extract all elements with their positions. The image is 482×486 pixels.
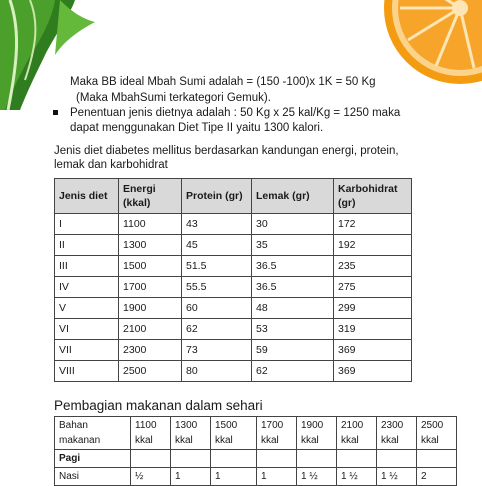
portion-cell: 1 xyxy=(211,468,257,486)
cell-karbohidrat: 275 xyxy=(334,277,412,298)
portion-cell: 2 xyxy=(417,468,457,486)
col-kkal: 1500 kkal xyxy=(211,417,257,450)
cell-lemak: 36.5 xyxy=(252,256,334,277)
cell-protein: 62 xyxy=(182,319,252,340)
cell-jenis: VI xyxy=(55,319,119,340)
empty-cell xyxy=(417,450,457,468)
col-karbohidrat: Karbohidrat (gr) xyxy=(334,179,412,214)
table-row xyxy=(55,235,412,256)
cell-lemak: 48 xyxy=(252,298,334,319)
empty-cell xyxy=(297,450,337,468)
col-kkal: 2500 kkal xyxy=(417,417,457,450)
cell-protein: 51.5 xyxy=(182,256,252,277)
col-jenis-diet: Jenis diet xyxy=(55,179,119,214)
diet-type-line: Penentuan jenis dietnya adalah : 50 Kg x 25 kal/Kg = 1250 maka xyxy=(70,107,401,119)
cell-protein: 43 xyxy=(182,214,252,235)
table-row xyxy=(55,298,412,319)
food-name: Nasi xyxy=(55,468,131,486)
col-kkal: 1700 kkal xyxy=(257,417,297,450)
cell-lemak: 35 xyxy=(252,235,334,256)
cell-jenis: VIII xyxy=(55,361,119,382)
cell-lemak: 36.5 xyxy=(252,277,334,298)
portion-cell: 1 xyxy=(257,468,297,486)
empty-cell xyxy=(171,450,211,468)
meal-header-row xyxy=(55,417,457,450)
table-row xyxy=(55,277,412,298)
table-row xyxy=(55,214,412,235)
empty-cell xyxy=(211,450,257,468)
cell-jenis: III xyxy=(55,256,119,277)
meal-distribution-table xyxy=(54,416,457,486)
cell-protein: 60 xyxy=(182,298,252,319)
cell-karbohidrat: 319 xyxy=(334,319,412,340)
table-row xyxy=(55,468,457,486)
orange-decoration xyxy=(378,0,482,86)
cell-lemak: 59 xyxy=(252,340,334,361)
category-note: (Maka MbahSumi terkategori Gemuk). xyxy=(76,92,271,104)
col-kkal: 1100 kkal xyxy=(131,417,171,450)
col-kkal: 1900 kkal xyxy=(297,417,337,450)
diet-type-line-2: dapat menggunakan Diet Tipe II yaitu 1300 kalori. xyxy=(70,122,324,134)
cell-lemak: 30 xyxy=(252,214,334,235)
portion-cell: ½ xyxy=(131,468,171,486)
col-bahan-makanan: Bahan makanan xyxy=(55,417,131,450)
cell-energi: 1100 xyxy=(119,214,182,235)
portion-cell: 1 ½ xyxy=(337,468,377,486)
cell-lemak: 53 xyxy=(252,319,334,340)
col-kkal: 1300 kkal xyxy=(171,417,211,450)
cell-lemak: 62 xyxy=(252,361,334,382)
meal-time-label: Pagi xyxy=(55,450,131,468)
cell-protein: 80 xyxy=(182,361,252,382)
cell-energi: 1300 xyxy=(119,235,182,256)
cell-protein: 45 xyxy=(182,235,252,256)
cell-jenis: VII xyxy=(55,340,119,361)
cell-energi: 1500 xyxy=(119,256,182,277)
col-kkal: 2100 kkal xyxy=(337,417,377,450)
cell-jenis: I xyxy=(55,214,119,235)
portion-cell: 1 xyxy=(171,468,211,486)
empty-cell xyxy=(377,450,417,468)
diet-types-table xyxy=(54,178,412,382)
cell-karbohidrat: 172 xyxy=(334,214,412,235)
cell-karbohidrat: 192 xyxy=(334,235,412,256)
cell-jenis: II xyxy=(55,235,119,256)
empty-cell xyxy=(257,450,297,468)
intro-paragraph-2: lemak dan karbohidrat xyxy=(54,159,168,171)
cell-protein: 55.5 xyxy=(182,277,252,298)
meal-subheader-row xyxy=(55,450,457,468)
cell-karbohidrat: 299 xyxy=(334,298,412,319)
cell-karbohidrat: 369 xyxy=(334,340,412,361)
col-kkal: 2300 kkal xyxy=(377,417,417,450)
empty-cell xyxy=(337,450,377,468)
cell-energi: 2500 xyxy=(119,361,182,382)
table-header-row xyxy=(55,179,412,214)
empty-cell xyxy=(131,450,171,468)
intro-paragraph: Jenis diet diabetes mellitus berdasarkan kandungan energi, protein, xyxy=(54,145,399,157)
col-energi: Energi (kkal) xyxy=(119,179,182,214)
cell-protein: 73 xyxy=(182,340,252,361)
cell-jenis: V xyxy=(55,298,119,319)
section-title: Pembagian makanan dalam sehari xyxy=(54,398,263,413)
cell-energi: 1700 xyxy=(119,277,182,298)
col-protein: Protein (gr) xyxy=(182,179,252,214)
ideal-weight-line: Maka BB ideal Mbah Sumi adalah = (150 -100)x 1K = 50 Kg xyxy=(70,76,376,88)
portion-cell: 1 ½ xyxy=(297,468,337,486)
bullet-icon xyxy=(53,110,58,115)
cell-energi: 2100 xyxy=(119,319,182,340)
table-row xyxy=(55,361,412,382)
cell-energi: 2300 xyxy=(119,340,182,361)
table-row xyxy=(55,340,412,361)
cell-karbohidrat: 369 xyxy=(334,361,412,382)
portion-cell: 1 ½ xyxy=(377,468,417,486)
cell-karbohidrat: 235 xyxy=(334,256,412,277)
table-row xyxy=(55,319,412,340)
cell-jenis: IV xyxy=(55,277,119,298)
cell-energi: 1900 xyxy=(119,298,182,319)
col-lemak: Lemak (gr) xyxy=(252,179,334,214)
table-row xyxy=(55,256,412,277)
